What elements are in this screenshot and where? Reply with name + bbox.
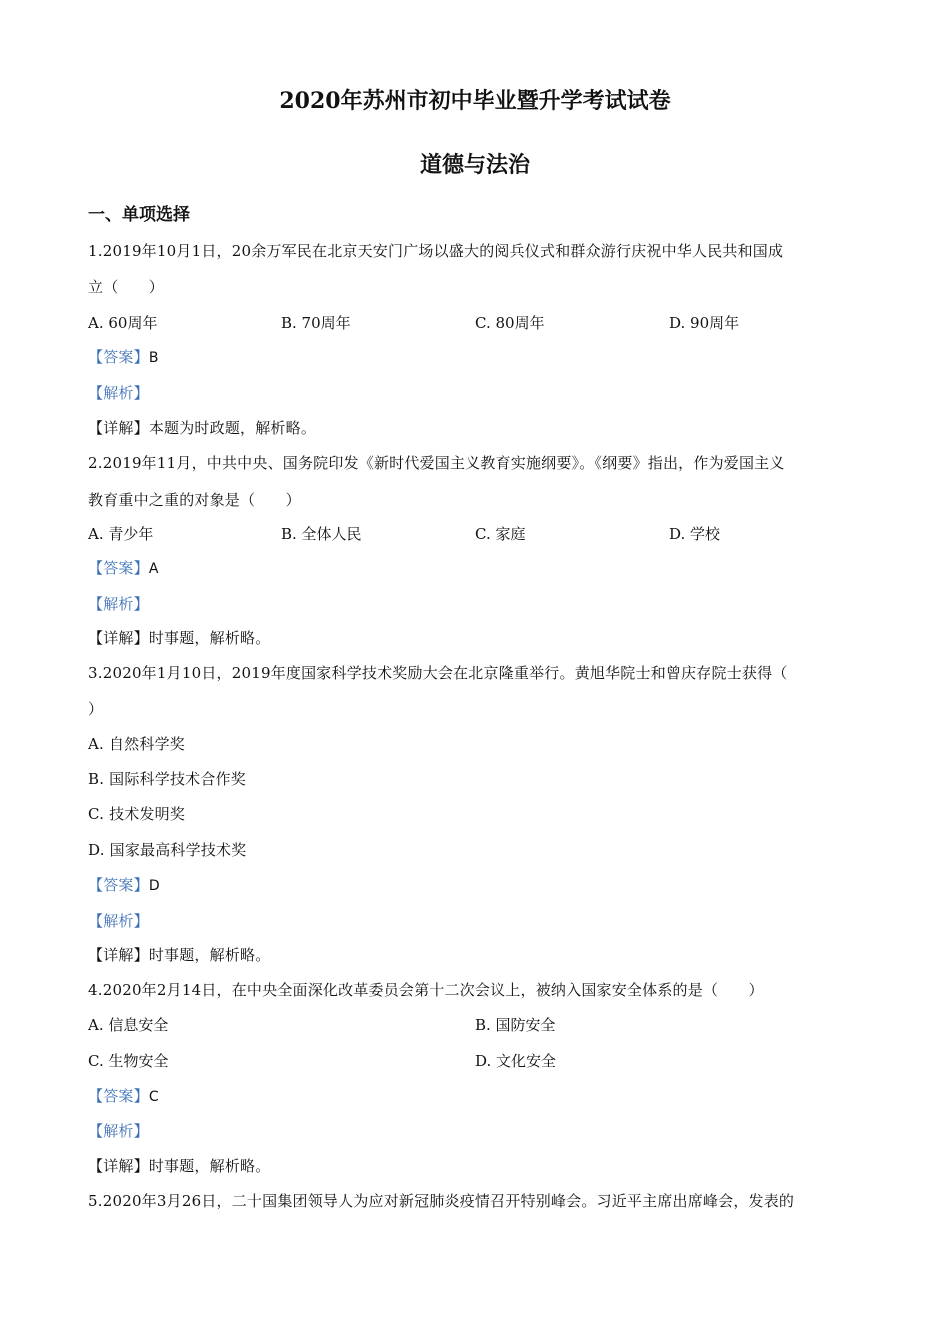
detail-text: 时事题，解析略。 — [148, 946, 271, 964]
question-3-detail — [88, 944, 270, 966]
detail-text: 时事题，解析略。 — [148, 629, 271, 647]
detail-text: 时事题，解析略。 — [148, 1157, 271, 1175]
question-2-option-c: C. 家庭 — [475, 525, 526, 543]
page-title: 2020年苏州市初中毕业暨升学考试试卷 — [279, 88, 671, 114]
question-2-answer — [88, 557, 159, 580]
question-2-option-a: A. 青少年 — [88, 525, 154, 543]
question-2-stem-line2: 教育重中之重的对象是（ ） — [88, 491, 301, 509]
subject-title: 道德与法治 — [419, 152, 530, 178]
question-3-stem-line1: 3.2020年1月10日，2019年度国家科学技术奖励大会在北京隆重举行。黄旭华院士和曾庆存院士获得（ — [88, 664, 788, 682]
analysis-label: 【解析】 — [88, 912, 149, 930]
question-1-option-c: C. 80周年 — [475, 314, 545, 332]
question-4-option-c: C. 生物安全 — [88, 1052, 169, 1070]
question-1-detail — [88, 417, 316, 439]
section-heading: 一、单项选择 — [88, 205, 190, 225]
detail-text: 本题为时政题，解析略。 — [148, 419, 317, 437]
question-4-options-row1 — [88, 1014, 888, 1036]
question-1-stem-line1: 1.2019年10月1日，20余万军民在北京天安门广场以盛大的阅兵仪式和群众游行庆祝中华人民共和国成 — [88, 242, 784, 260]
detail-label: 【详解】 — [88, 1157, 149, 1175]
question-4-option-a: A. 信息安全 — [88, 1016, 169, 1034]
question-4-answer — [88, 1085, 159, 1108]
question-4-option-b: B. 国防安全 — [475, 1016, 556, 1034]
question-1-analysis — [88, 382, 149, 404]
question-4-detail — [88, 1155, 270, 1177]
question-2-analysis — [88, 593, 149, 615]
question-2-detail — [88, 627, 270, 649]
question-3-option-d: D. 国家最高科学技术奖 — [88, 841, 247, 859]
answer-label: 【答案】 — [88, 1087, 149, 1105]
question-2-option-b: B. 全体人民 — [281, 525, 362, 543]
question-4-option-d: D. 文化安全 — [475, 1052, 557, 1070]
question-2-options — [88, 523, 888, 545]
analysis-label: 【解析】 — [88, 384, 149, 402]
question-2-option-d: D. 学校 — [669, 525, 721, 543]
question-1-options — [88, 312, 888, 334]
detail-label: 【详解】 — [88, 419, 149, 437]
question-1-answer — [88, 346, 159, 369]
question-3-answer — [88, 874, 160, 897]
question-2-stem-line1: 2.2019年11月，中共中央、国务院印发《新时代爱国主义教育实施纲要》。《纲要》指出，作为爱国主义 — [88, 454, 785, 472]
answer-label: 【答案】 — [88, 559, 149, 577]
question-1-option-a: A. 60周年 — [88, 314, 158, 332]
question-1-stem-line2: 立（ ） — [88, 278, 165, 296]
question-3-option-b: B. 国际科学技术合作奖 — [88, 770, 246, 788]
answer-value: C — [148, 1089, 159, 1105]
question-1-option-d: D. 90周年 — [669, 314, 740, 332]
question-3-stem-line2: ） — [88, 700, 104, 718]
analysis-label: 【解析】 — [88, 595, 149, 613]
detail-label: 【详解】 — [88, 946, 149, 964]
answer-value: D — [148, 878, 160, 894]
answer-label: 【答案】 — [88, 876, 149, 894]
question-4-options-row2 — [88, 1050, 888, 1072]
answer-label: 【答案】 — [88, 348, 149, 366]
question-1-option-b: B. 70周年 — [281, 314, 351, 332]
detail-label: 【详解】 — [88, 629, 149, 647]
question-4-stem-line1: 4.2020年2月14日，在中央全面深化改革委员会第十二次会议上，被纳入国家安全体系的是（ ） — [88, 981, 764, 999]
question-3-option-a: A. 自然科学奖 — [88, 735, 185, 753]
answer-value: A — [148, 561, 159, 577]
question-5-stem-line1: 5.2020年3月26日，二十国集团领导人为应对新冠肺炎疫情召开特别峰会。习近平主席出席峰会，发表的 — [88, 1192, 795, 1210]
answer-value: B — [148, 350, 159, 366]
question-3-option-c: C. 技术发明奖 — [88, 805, 186, 823]
question-3-analysis — [88, 910, 149, 932]
question-4-analysis — [88, 1120, 149, 1142]
analysis-label: 【解析】 — [88, 1122, 149, 1140]
